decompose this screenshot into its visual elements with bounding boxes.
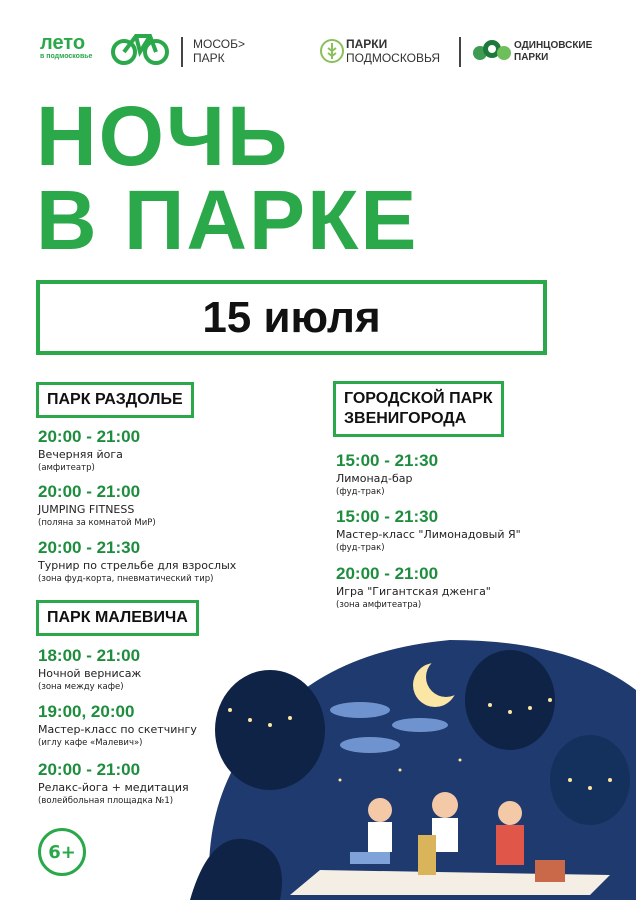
event-name: Турнир по стрельбе для взрослых: [38, 559, 237, 572]
leto-logo: [40, 34, 92, 61]
event-name: Игра "Гигантская дженга": [336, 585, 491, 598]
event-time: 15:00 - 21:30: [336, 451, 439, 470]
tree-icon: [465, 650, 555, 750]
park-malevich-header: ПАРК МАЛЕВИЧА: [36, 600, 199, 636]
park-razdolye-header: ПАРК РАЗДОЛЬЕ: [36, 382, 194, 418]
leto-logo-text: лето: [40, 32, 86, 54]
event-item: [336, 564, 626, 611]
event-item: [38, 646, 328, 693]
event-name: Лимонад-бар: [336, 472, 413, 485]
parki-podmoskovya-logo: [346, 37, 440, 65]
event-name: Мастер-класс по скетчингу: [38, 723, 197, 736]
event-item: [38, 482, 328, 529]
event-place: (зона между кафе): [38, 682, 124, 692]
cloud-icon: [340, 737, 400, 753]
event-time: 20:00 - 21:00: [336, 564, 439, 583]
event-time: 20:00 - 21:00: [38, 482, 141, 501]
odintsovskie-parki-logo: [514, 40, 592, 64]
mosobl-park-line1: МОСОБ>: [193, 37, 245, 51]
odintsovskie-parki-line1: ОДИНЦОВСКИЕ: [514, 40, 593, 51]
event-place: (иглу кафе «Малевич»): [38, 738, 143, 748]
event-item: [336, 507, 626, 554]
event-name: Мастер-класс "Лимонадовый Я": [336, 528, 521, 541]
event-place: (поляна за комнатой МиР): [38, 518, 156, 528]
event-time: 15:00 - 21:30: [336, 507, 439, 526]
parki-podmoskovya-line2: ПОДМОСКОВЬЯ: [346, 51, 441, 65]
wheat-emblem-icon: [320, 38, 344, 64]
event-time: 20:00 - 21:00: [38, 760, 141, 779]
event-place: (фуд-трак): [336, 543, 385, 553]
event-time: 20:00 - 21:00: [38, 427, 141, 446]
event-place: (зона фуд-корта, пневматический тир): [38, 574, 214, 584]
mosobl-park-logo: [193, 37, 245, 65]
picnic-basket: [535, 860, 565, 882]
odintsovskie-parki-line2: ПАРКИ: [514, 52, 549, 63]
event-time: 18:00 - 21:00: [38, 646, 141, 665]
event-name: Вечерняя йога: [38, 448, 123, 461]
event-place: (зона амфитеатра): [336, 600, 422, 610]
jenga-tower: [418, 835, 436, 875]
event-name: Релакс-йога + медитация: [38, 781, 189, 794]
event-place: (волейбольная площадка №1): [38, 796, 174, 806]
cloud-icon: [330, 702, 390, 718]
logo-divider: [459, 37, 461, 67]
person-icon: [498, 801, 522, 825]
event-item: [336, 451, 626, 498]
event-name: Ночной вернисаж: [38, 667, 142, 680]
title-line1: НОЧЬ: [36, 89, 290, 183]
event-name: JUMPING FITNESS: [38, 503, 135, 516]
event-time: 20:00 - 21:30: [38, 538, 141, 557]
event-place: (фуд-трак): [336, 487, 385, 497]
age-rating-badge: 6+: [38, 828, 86, 876]
event-item: [38, 760, 328, 807]
event-place: (амфитеатр): [38, 463, 95, 473]
bicycle-icon: [110, 28, 172, 66]
event-time: 19:00, 20:00: [38, 702, 135, 721]
zvenigorod-header-line1: ГОРОДСКОЙ ПАРК: [344, 390, 493, 407]
date-box: 15 июля: [36, 280, 547, 355]
event-item: [38, 538, 328, 585]
zvenigorod-header-line2: ЗВЕНИГОРОДА: [344, 410, 467, 427]
logo-divider: [181, 37, 183, 67]
tree-icon: [550, 735, 630, 825]
cloud-icon: [392, 718, 448, 732]
mosobl-park-line2: ПАРК: [193, 51, 225, 65]
zvenigorod-park-header: [333, 381, 504, 437]
trees-emblem-icon: [472, 38, 512, 64]
leto-logo-subtext: в подмосковье: [40, 53, 93, 60]
person-icon: [368, 798, 392, 822]
event-item: [38, 427, 328, 474]
parki-podmoskovya-line1: ПАРКИ: [346, 37, 388, 51]
event-item: [38, 702, 328, 749]
title-line2: В ПАРКЕ: [36, 173, 419, 267]
person-icon: [432, 792, 458, 818]
